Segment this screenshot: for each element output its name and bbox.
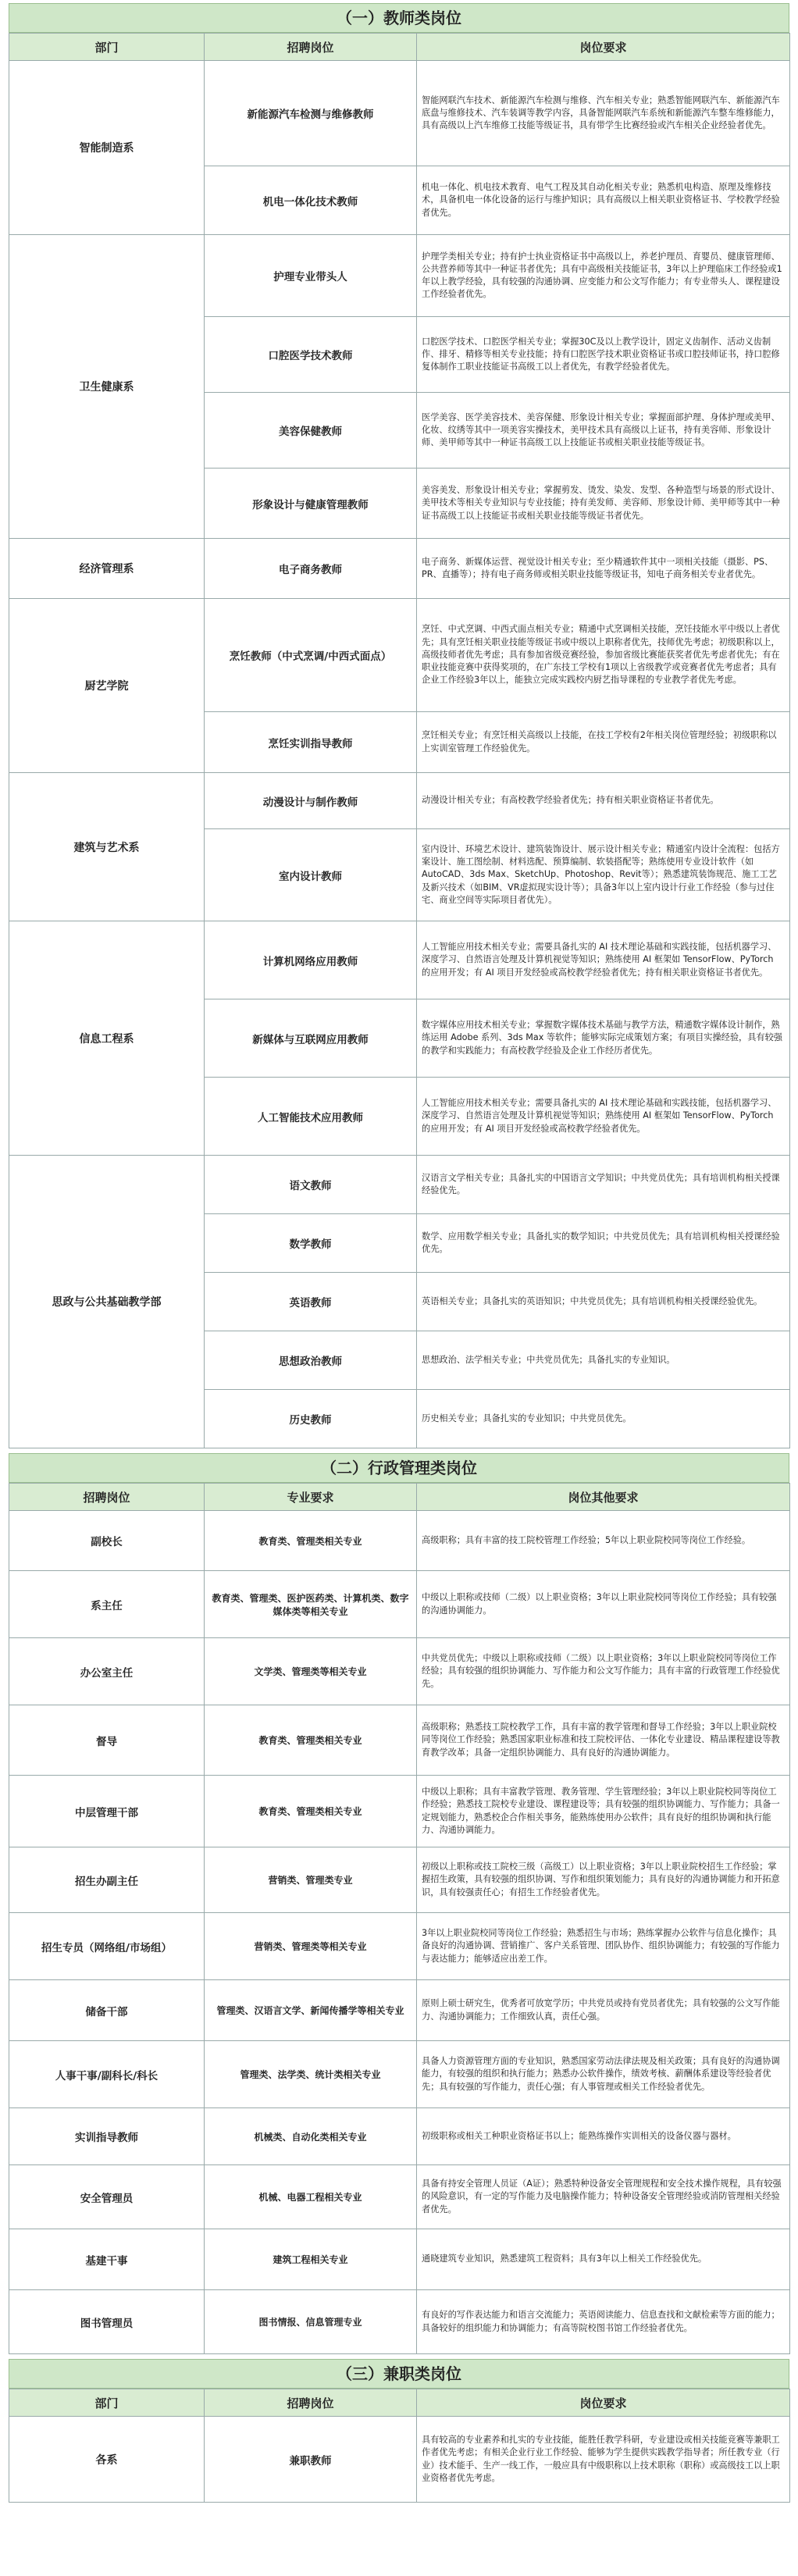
dept-cell: 厨艺学院 [9, 599, 205, 773]
header-dept: 部门 [9, 34, 205, 61]
table-row [9, 2229, 790, 2290]
major-cell: 管理类、汉语言文学、新闻传播学等相关专业 [205, 1980, 417, 2041]
position-cell: 人事干事/副科长/科长 [9, 2041, 205, 2108]
position-cell: 储备干部 [9, 1980, 205, 2041]
dept-cell: 思政与公共基础教学部 [9, 1156, 205, 1448]
header-position: 招聘岗位 [9, 1484, 205, 1511]
section1-title: （一）教师类岗位 [9, 3, 789, 33]
section2-title: （二）行政管理类岗位 [9, 1453, 789, 1483]
position-cell: 督导 [9, 1705, 205, 1776]
header-major: 专业要求 [205, 1484, 417, 1511]
table-row [9, 235, 790, 317]
major-cell: 管理类、法学类、统计类相关专业 [205, 2041, 417, 2108]
position-cell: 计算机网络应用教师 [205, 921, 417, 999]
requirement-cell: 烹饪相关专业；有烹饪相关高级以上技能，在技工学校有2年相关岗位管理经验；初级职称以上实训室管理工作经验优先。 [417, 712, 790, 773]
requirement-cell: 机电一体化、机电技术教育、电气工程及其自动化相关专业；熟悉机电构造、原理及维修技术，具备机电一体化设备的运行与维护知识；具有高级以上相关职业资格证书、学校教学经验者优先。 [417, 166, 790, 235]
table-row [9, 1638, 790, 1705]
position-cell: 英语教师 [205, 1273, 417, 1331]
requirement-cell: 中级以上职称或技师（二级）以上职业资格；3年以上职业院校同等岗位工作经验；具有较强的沟通协调能力。 [417, 1571, 790, 1638]
position-cell: 烹饪教师（中式烹调/中西式面点） [205, 599, 417, 712]
table-row [9, 1913, 790, 1980]
requirement-cell: 具备有持安全管理人员证（A证）；熟悉特种设备安全管理规程和安全技术操作规程，具有较强的风险意识，有一定的写作能力及电脑操作能力；特种设备安全管理经验或消防管理相关经验者优先。 [417, 2165, 790, 2229]
requirement-cell: 护理学类相关专业；持有护士执业资格证书中高级以上，养老护理员、育婴员、健康管理师、公共营养师等其中一种证书者优先；具有中高级相关技能证书，3年以上护理临床工作经验或1年以上教学经验，具有较强的沟通协调、应变能力和公文写作能力；有专业带头人、课程建设工作经验者优先。 [417, 235, 790, 317]
position-cell: 招生专员（网络组/市场组） [9, 1913, 205, 1980]
requirement-cell: 高级职称；具有丰富的技工院校管理工作经验；5年以上职业院校同等岗位工作经验。 [417, 1511, 790, 1571]
requirement-cell: 有良好的写作表达能力和语言交流能力；英语阅读能力、信息查找和文献检索等方面的能力；具备较好的组织能力和协调能力；有高等院校图书馆工作经验者优先。 [417, 2290, 790, 2354]
admin-positions-table [9, 1483, 790, 2354]
position-cell: 招生办副主任 [9, 1847, 205, 1913]
requirement-cell: 中共党员优先；中级以上职称或技师（二级）以上职业资格；3年以上职业院校同等岗位工作经验；具有较强的组织协调能力、写作能力和公文写作能力；具有丰富的行政管理工作经验优先。 [417, 1638, 790, 1705]
major-cell: 教育类、管理类相关专业 [205, 1705, 417, 1776]
requirement-cell: 医学美容、医学美容技术、美容保健、形象设计相关专业；掌握面部护理、身体护理或美甲、化妆、纹绣等其中一项美容实操技术，美甲技术具有高级以上证书，持有美容师、形象设计师、美甲师等其中一种证书高级工以上技能证书或相关职业技能等级证书。 [417, 393, 790, 469]
requirement-cell: 烹饪、中式烹调、中西式面点相关专业；精通中式烹调相关技能，烹饪技能水平中级以上者优先；具有烹饪相关职业技能等级证书或中级以上职称者优先，技师优先考虑；初级职称以上，高级技师者优先考虑；具有参加省级竞赛经验，参加省级比赛能获奖者优先考虑者优先；有在职业技能竞赛中获得奖项的，在广东技工学校有1项以上省级教学或竞赛者优先考虑者；具有企业工作经验3年以上，能独立完成实践校内厨艺指导课程的专业教学者优先考虑。 [417, 599, 790, 712]
position-cell: 动漫设计与制作教师 [205, 773, 417, 829]
requirement-cell: 思想政治、法学相关专业；中共党员优先；具备扎实的专业知识。 [417, 1331, 790, 1390]
section3-title: （三）兼职类岗位 [9, 2359, 789, 2389]
major-cell: 教育类、管理类、医护医药类、计算机类、数字媒体类等相关专业 [205, 1571, 417, 1638]
table-row [9, 2165, 790, 2229]
requirement-cell: 智能网联汽车技术、新能源汽车检测与维修、汽车相关专业；熟悉智能网联汽车、新能源汽车底盘与维修技术、汽车装调等教学内容，具备智能网联汽车系统和新能源汽车整车维修能力，具有高级以上汽车维修工技能等级证书，具有带学生比赛经验或汽车相关企业经验者优先。 [417, 61, 790, 166]
position-cell: 思想政治教师 [205, 1331, 417, 1390]
position-cell: 室内设计教师 [205, 829, 417, 921]
position-cell: 新能源汽车检测与维修教师 [205, 61, 417, 166]
position-cell: 办公室主任 [9, 1638, 205, 1705]
major-cell: 图书情报、信息管理专业 [205, 2290, 417, 2354]
requirement-cell: 历史相关专业；具备扎实的专业知识；中共党员优先。 [417, 1390, 790, 1448]
dept-cell: 信息工程系 [9, 921, 205, 1156]
position-cell: 副校长 [9, 1511, 205, 1571]
parttime-positions-table [9, 2389, 790, 2503]
table-header-row [9, 1484, 790, 1511]
major-cell: 机械、电器工程相关专业 [205, 2165, 417, 2229]
position-cell: 历史教师 [205, 1390, 417, 1448]
major-cell: 建筑工程相关专业 [205, 2229, 417, 2290]
requirement-cell: 电子商务、新媒体运营、视觉设计相关专业；至少精通软件其中一项相关技能（摄影、PS、PR、直播等）；持有电子商务师或相关职业技能等级证书，知电子商务相关专业者优先。 [417, 539, 790, 599]
table-row [9, 1980, 790, 2041]
table-row [9, 1705, 790, 1776]
requirement-cell: 口腔医学技术、口腔医学相关专业；掌握30C及以上教学设计，固定义齿制作、活动义齿制作、排牙、精修等相关专业技能；持有口腔医学技术职业资格证书或口腔技师证书，持口腔修复体制作工职业技能证书高级工以上者优先，有教学经验者优先。 [417, 317, 790, 393]
position-cell: 基建干事 [9, 2229, 205, 2290]
major-cell: 机械类、自动化类相关专业 [205, 2108, 417, 2165]
table-row [9, 1571, 790, 1638]
table-row [9, 1776, 790, 1847]
table-row [9, 1511, 790, 1571]
requirement-cell: 室内设计、环境艺术设计、建筑装饰设计、展示设计相关专业；精通室内设计全流程：包括方案设计、施工图绘制、材料选配、预算编制、软装搭配等；熟练使用专业设计软件（如AutoCAD、3ds Max、SketchUp、Photoshop、Revit等）；熟悉建筑装饰规范、施工工艺及新兴技术（如BIM、VR虚拟现实设计等）；具备3年以上室内设计行业工作经验（参与过住宅、商业空间等实际项目者优先）。 [417, 829, 790, 921]
table-header-row [9, 34, 790, 61]
table-row [9, 1847, 790, 1913]
major-cell: 营销类、管理类专业 [205, 1847, 417, 1913]
requirement-cell: 数学、应用数学相关专业；具备扎实的数学知识；中共党员优先；具有培训机构相关授课经验优先。 [417, 1214, 790, 1273]
position-cell: 数学教师 [205, 1214, 417, 1273]
table-row [9, 2417, 790, 2503]
requirement-cell: 美容美发、形象设计相关专业；掌握剪发、烫发、染发、发型、各种造型与场景的形式设计、美甲技术等相关专业知识与专业技能；持有美发师、美容师、形象设计师、美甲师等其中一种证书高级工以上技能证书或相关职业技能等级证书者优先。 [417, 469, 790, 539]
header-other-requirement: 岗位其他要求 [417, 1484, 790, 1511]
requirement-cell: 具有较高的专业素养和扎实的专业技能，能胜任教学科研，专业建设或相关技能竞赛等兼职工作者优先考虑；有相关企业行业工作经验、能够为学生提供实践教学指导者；所任教专业（行业）技术能手、生产一线工作，一般应具有中级职称以上技术职称（职称）或高级技工以上职业资格者优先考虑。 [417, 2417, 790, 2503]
position-cell: 人工智能技术应用教师 [205, 1078, 417, 1156]
requirement-cell: 初级以上职称或技工院校三级（高级工）以上职业资格；3年以上职业院校招生工作经验；掌握招生政策，具有较强的组织协调、写作和组织策划能力；具有良好的沟通协调能力和开拓意识，具有较强责任心；有招生工作经验者优先。 [417, 1847, 790, 1913]
position-cell: 口腔医学技术教师 [205, 317, 417, 393]
table-row [9, 773, 790, 829]
table-header-row [9, 2389, 790, 2417]
position-cell: 兼职教师 [205, 2417, 417, 2503]
position-cell: 系主任 [9, 1571, 205, 1638]
dept-cell: 经济管理系 [9, 539, 205, 599]
requirement-cell: 动漫设计相关专业；有高校教学经验者优先；持有相关职业资格证书者优先。 [417, 773, 790, 829]
recruitment-page [9, 0, 789, 2503]
requirement-cell: 英语相关专业；具备扎实的英语知识；中共党员优先；具有培训机构相关授课经验优先。 [417, 1273, 790, 1331]
table-row [9, 539, 790, 599]
position-cell: 实训指导教师 [9, 2108, 205, 2165]
header-requirement: 岗位要求 [417, 34, 790, 61]
header-dept: 部门 [9, 2389, 205, 2417]
requirement-cell: 通晓建筑专业知识，熟悉建筑工程资料；具有3年以上相关工作经验优先。 [417, 2229, 790, 2290]
position-cell: 护理专业带头人 [205, 235, 417, 317]
header-position: 招聘岗位 [205, 2389, 417, 2417]
requirement-cell: 具备人力资源管理方面的专业知识，熟悉国家劳动法律法规及相关政策；具有良好的沟通协调能力，有较强的组织和执行能力；熟悉办公软件操作，绩效考核、薪酬体系建设等经验者优先；具有较强的写作能力，责任心强；有人事管理或相关工作经验者优先。 [417, 2041, 790, 2108]
requirement-cell: 3年以上职业院校同等岗位工作经验；熟悉招生与市场；熟练掌握办公软件与信息化操作；具备良好的沟通协调、营销推广、客户关系管理、团队协作、组织协调能力；有较强的写作能力与表达能力；能够适应出差工作。 [417, 1913, 790, 1980]
position-cell: 语文教师 [205, 1156, 417, 1214]
requirement-cell: 人工智能应用技术相关专业；需要具备扎实的 AI 技术理论基础和实践技能，包括机器学习、深度学习、自然语言处理及计算机视觉等知识；熟练使用 AI 框架如 TensorFlow、PyTorch 的应用开发；有 AI 项目开发经验或高校教学经验者优先。 [417, 1078, 790, 1156]
teacher-positions-table [9, 33, 790, 1448]
requirement-cell: 中级以上职称；具有丰富教学管理、教务管理、学生管理经验；3年以上职业院校同等岗位工作经验；熟悉技工院校专业建设、课程建设等；具有较强的组织协调能力、写作能力；具备一定规划能力，熟悉校企合作相关事务，能熟练使用办公软件；具有良好的组织协调和执行能力、沟通协调能力。 [417, 1776, 790, 1847]
header-position: 招聘岗位 [205, 34, 417, 61]
table-row [9, 61, 790, 166]
dept-cell: 建筑与艺术系 [9, 773, 205, 921]
dept-cell: 各系 [9, 2417, 205, 2503]
dept-cell: 智能制造系 [9, 61, 205, 235]
major-cell: 文学类、管理类等相关专业 [205, 1638, 417, 1705]
table-row [9, 921, 790, 999]
table-row [9, 2041, 790, 2108]
position-cell: 新媒体与互联网应用教师 [205, 999, 417, 1078]
position-cell: 安全管理员 [9, 2165, 205, 2229]
position-cell: 机电一体化技术教师 [205, 166, 417, 235]
position-cell: 美容保健教师 [205, 393, 417, 469]
header-requirement: 岗位要求 [417, 2389, 790, 2417]
dept-cell: 卫生健康系 [9, 235, 205, 539]
position-cell: 电子商务教师 [205, 539, 417, 599]
major-cell: 教育类、管理类相关专业 [205, 1511, 417, 1571]
requirement-cell: 初级职称或相关工种职业资格证书以上；能熟练操作实训相关的设备仪器与器材。 [417, 2108, 790, 2165]
major-cell: 营销类、管理类等相关专业 [205, 1913, 417, 1980]
table-row [9, 2290, 790, 2354]
position-cell: 中层管理干部 [9, 1776, 205, 1847]
table-row [9, 1156, 790, 1214]
requirement-cell: 高级职称；熟悉技工院校教学工作，具有丰富的教学管理和督导工作经验；3年以上职业院校同等岗位工作经验；熟悉国家职业标准和技工院校评估、一体化专业建设、精品课程建设等教育教学改革；具备一定组织协调能力、具有良好的沟通协调能力。 [417, 1705, 790, 1776]
major-cell: 教育类、管理类相关专业 [205, 1776, 417, 1847]
position-cell: 形象设计与健康管理教师 [205, 469, 417, 539]
requirement-cell: 汉语言文学相关专业；具备扎实的中国语言文学知识；中共党员优先；具有培训机构相关授课经验优先。 [417, 1156, 790, 1214]
position-cell: 烹饪实训指导教师 [205, 712, 417, 773]
requirement-cell: 数字媒体应用技术相关专业；掌握数字媒体技术基础与教学方法，精通数字媒体设计制作，熟练运用 Adobe 系列、3ds Max 等软件；能够实际完成策划方案；有项目实操经验，具有较强的教学和实践能力；有高校教学经验及企业工作经历者优先。 [417, 999, 790, 1078]
requirement-cell: 原则上硕士研究生，优秀者可放宽学历；中共党员或持有党员者优先；具有较强的公文写作能力、沟通协调能力；工作细致认真，责任心强。 [417, 1980, 790, 2041]
table-row [9, 2108, 790, 2165]
requirement-cell: 人工智能应用技术相关专业；需要具备扎实的 AI 技术理论基础和实践技能，包括机器学习、深度学习、自然语言处理及计算机视觉等知识；熟练使用 AI 框架如 TensorFlow、PyTorch 的应用开发；有 AI 项目开发经验或高校教学经验者优先；持有相关职业资格证书者优先。 [417, 921, 790, 999]
table-row [9, 599, 790, 712]
position-cell: 图书管理员 [9, 2290, 205, 2354]
